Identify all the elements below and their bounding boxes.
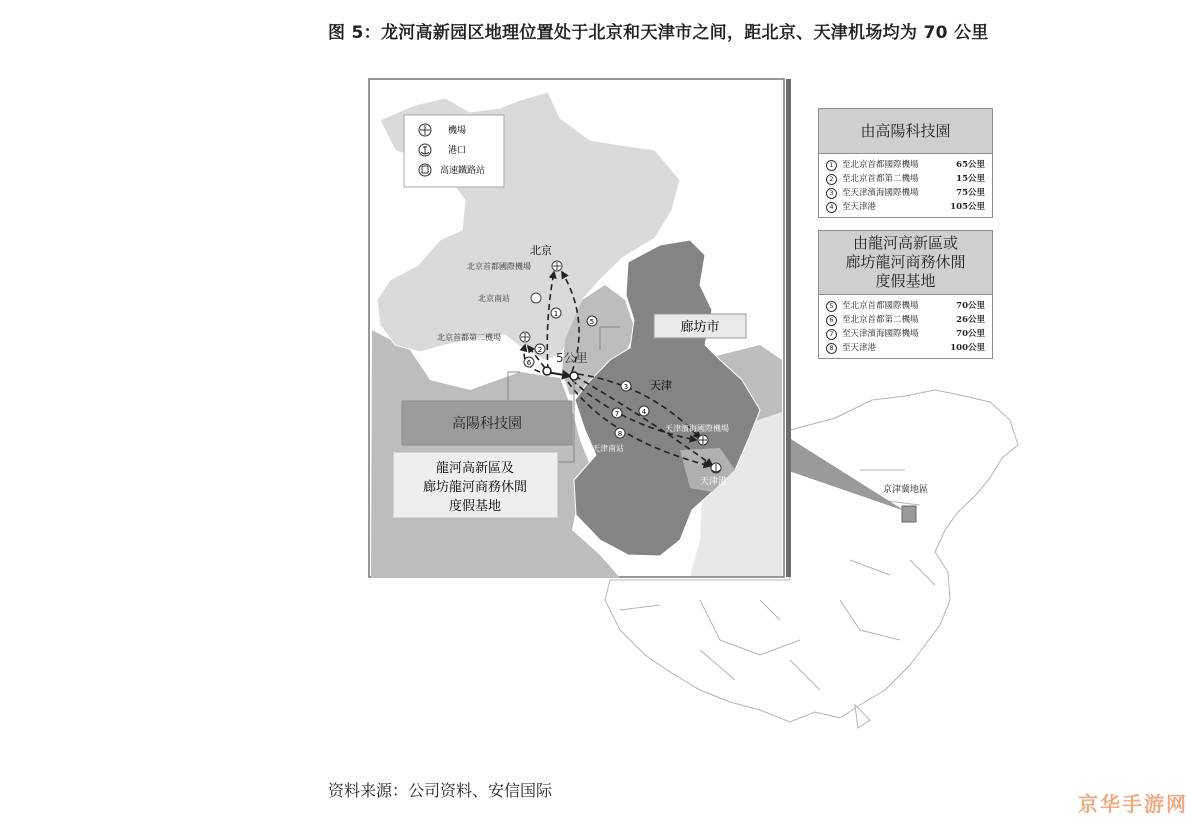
destination-label: 至天津港 — [842, 343, 877, 353]
svg-text:5: 5 — [589, 318, 595, 326]
rail-legend-icon — [419, 164, 431, 176]
distance-row — [826, 172, 985, 186]
route-badge-3 — [621, 381, 631, 391]
route-badge-5 — [587, 316, 597, 326]
route-number-badge: 6 — [826, 315, 837, 326]
label-langfang: 廊坊市 — [680, 320, 720, 335]
label-tianjin: 天津 — [650, 379, 672, 392]
distance-value: 26公里 — [956, 315, 985, 325]
watermark: 京华手游网 — [1078, 792, 1188, 816]
route-number-badge: 2 — [826, 174, 837, 185]
panel-bottom-header-line2: 廊坊龍河商務休閒 — [845, 253, 966, 271]
label-gaoyang: 高陽科技園 — [452, 416, 522, 432]
svg-text:4: 4 — [641, 408, 647, 416]
label-longhe-3: 度假基地 — [448, 499, 502, 514]
panel-bottom-header-line1: 由龍河高新區或 — [852, 234, 958, 252]
destination-label: 至北京首都國際機場 — [842, 301, 919, 311]
route-badge-4 — [639, 406, 649, 416]
svg-text:7: 7 — [614, 410, 620, 418]
destination-label: 至天津濱海國際機場 — [842, 188, 919, 198]
label-tianjin-south: 天津南站 — [592, 444, 624, 453]
distance-value: 70公里 — [956, 329, 985, 339]
route-number-badge: 8 — [826, 343, 837, 354]
panel-top-header: 由高陽科技園 — [819, 109, 992, 154]
route-number-badge: 5 — [826, 301, 837, 312]
legend-rail-label: 高速鐵路站 — [440, 166, 486, 176]
distance-value: 100公里 — [950, 343, 985, 353]
panel-top-rows — [819, 154, 992, 217]
longhe-point — [570, 372, 578, 380]
source-note: 资料来源：公司资料、安信国际 — [328, 781, 553, 800]
legend-airport-label: 機場 — [448, 126, 467, 136]
panel-from-longhe — [818, 230, 993, 359]
legend-port-label: 港口 — [448, 146, 467, 156]
route-badge-2 — [535, 344, 545, 354]
inset-frame-shadow — [786, 79, 791, 577]
distance-row — [826, 200, 985, 214]
distance-row — [826, 341, 985, 355]
figure-title: 图 5：龙河高新园区地理位置处于北京和天津市之间，距北京、天津机场均为 70 公里 — [328, 23, 989, 43]
airport-legend-icon — [419, 124, 431, 136]
label-tianjin-port: 天津港 — [700, 477, 728, 487]
port-legend-icon — [419, 144, 431, 156]
route-badge-1 — [551, 308, 561, 318]
label-jingjinji: 京津冀地區 — [883, 485, 929, 495]
destination-label: 至北京首都國際機場 — [842, 160, 919, 170]
destination-label: 至北京首都第二機場 — [842, 174, 919, 184]
route-number-badge: 3 — [826, 188, 837, 199]
panel-bottom-header-line3: 度假基地 — [875, 272, 936, 290]
destination-label: 至天津港 — [842, 202, 877, 212]
distance-row — [826, 299, 985, 313]
distance-value: 75公里 — [956, 188, 985, 198]
label-south-station: 北京南站 — [478, 294, 510, 303]
panel-bottom-header — [819, 231, 992, 295]
svg-text:2: 2 — [537, 346, 543, 354]
svg-text:6: 6 — [526, 359, 532, 367]
route-badge-8 — [615, 428, 625, 438]
label-capital-airport: 北京首都國際機場 — [467, 262, 531, 271]
panel-from-gaoyang — [818, 108, 993, 218]
route-badge-6 — [524, 357, 534, 367]
label-longhe-1: 龍河高新區及 — [435, 461, 515, 476]
label-longhe-2: 廊坊龍河商務休閒 — [422, 480, 528, 495]
svg-text:8: 8 — [617, 430, 623, 438]
svg-text:1: 1 — [553, 310, 559, 318]
label-beijing: 北京 — [530, 244, 552, 257]
south-station-icon — [531, 293, 541, 303]
distance-value: 105公里 — [950, 202, 985, 212]
destination-label: 至天津濱海國際機場 — [842, 329, 919, 339]
route-number-badge: 4 — [826, 202, 837, 213]
svg-text:3: 3 — [623, 383, 629, 391]
distance-row — [826, 158, 985, 172]
jingjinji-region-marker — [902, 506, 916, 522]
label-tianjin-airport: 天津濱海國際機場 — [665, 424, 729, 433]
distance-value: 65公里 — [956, 160, 985, 170]
label-second-airport: 北京首都第二機場 — [437, 333, 501, 342]
panel-bottom-rows — [819, 295, 992, 358]
route-badge-7 — [612, 408, 622, 418]
distance-row — [826, 186, 985, 200]
distance-value: 70公里 — [956, 301, 985, 311]
route-number-badge: 7 — [826, 329, 837, 340]
label-distance: 5公里 — [556, 351, 588, 365]
gaoyang-point — [543, 367, 551, 375]
distance-row — [826, 327, 985, 341]
distance-row — [826, 313, 985, 327]
destination-label: 至北京首都第二機場 — [842, 315, 919, 325]
distance-value: 15公里 — [956, 174, 985, 184]
route-number-badge: 1 — [826, 160, 837, 171]
